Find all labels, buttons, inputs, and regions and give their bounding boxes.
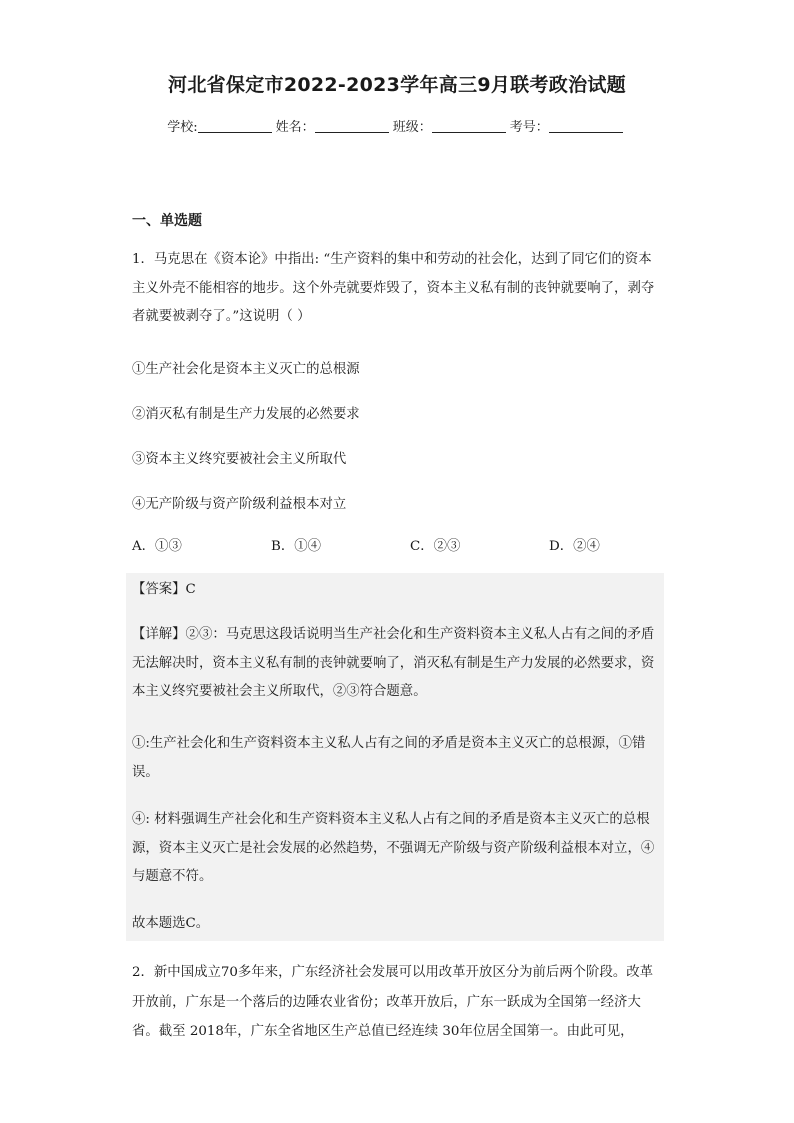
class-blank[interactable]	[432, 119, 506, 133]
note-4-text: ④: 材料强调生产社会化和生产资料资本主义私人占有之间的矛盾是资本主义灭亡的总根源，资本主义灭亡是社会发展的必然趋势，不强调无产阶级与资产阶级利益根本对立，④与题意不符。	[132, 812, 655, 884]
class-label: 班级：	[392, 120, 432, 135]
detail-text: 【详解】②③：马克思这段话说明当生产社会化和生产资料资本主义私人占有之间的矛盾无法解决时，资本主义私有制的丧钟就要响了，消灭私有制是生产力发展的必然要求，资本主义终究要被社会主义所取代，②③符合题意。	[132, 627, 655, 699]
question-1-stem: 1．马克思在《资本论》中指出: “生产资料的集中和劳动的社会化，达到了同它们的资本主义外壳不能相容的地步。这个外壳就要炸毁了，资本主义私有制的丧钟就要响了，剥夺者就要被剥夺了。”这说明（ ）	[132, 252, 655, 324]
name-blank[interactable]	[315, 119, 389, 133]
student-info-line	[0, 116, 794, 135]
q1-option-4: ④无产阶级与资产阶级利益根本对立	[132, 497, 347, 512]
conclusion-text: 故本题选C。	[132, 916, 210, 931]
q1-option-1: ①生产社会化是资本主义灭亡的总根源	[132, 362, 360, 377]
choice-c[interactable]: C．②③	[410, 539, 461, 554]
section-heading: 一、单选题	[132, 213, 202, 229]
note-1-text: ①:生产社会化和生产资料资本主义私人占有之间的矛盾是资本主义灭亡的总根源，①错误。	[132, 736, 646, 780]
q1-option-2: ②消灭私有制是生产力发展的必然要求	[132, 407, 360, 422]
q1-option-3: ③资本主义终究要被社会主义所取代	[132, 452, 347, 467]
name-label: 姓名：	[275, 120, 315, 135]
school-blank[interactable]	[198, 119, 272, 133]
choice-a[interactable]: A．①③	[132, 539, 182, 554]
id-label: 考号：	[509, 120, 549, 135]
choice-d[interactable]: D．②④	[549, 539, 600, 554]
question-2-stem: 2．新中国成立70多年来，广东经济社会发展可以用改革开放区分为前后两个阶段。改革开放前，广东是一个落后的边陲农业省份；改革开放后，广东一跃成为全国第一经济大省。截至 2018年，广东全省地区生产总值已经连续 30年位居全国第一。由此可见，	[132, 965, 654, 1039]
school-label: 学校:	[167, 120, 198, 135]
id-blank[interactable]	[549, 119, 623, 133]
choice-b[interactable]: B．①④	[271, 539, 322, 554]
answer-text: 【答案】C	[132, 582, 196, 597]
exam-title: 河北省保定市2022-2023学年高三9月联考政治试题	[168, 74, 626, 96]
